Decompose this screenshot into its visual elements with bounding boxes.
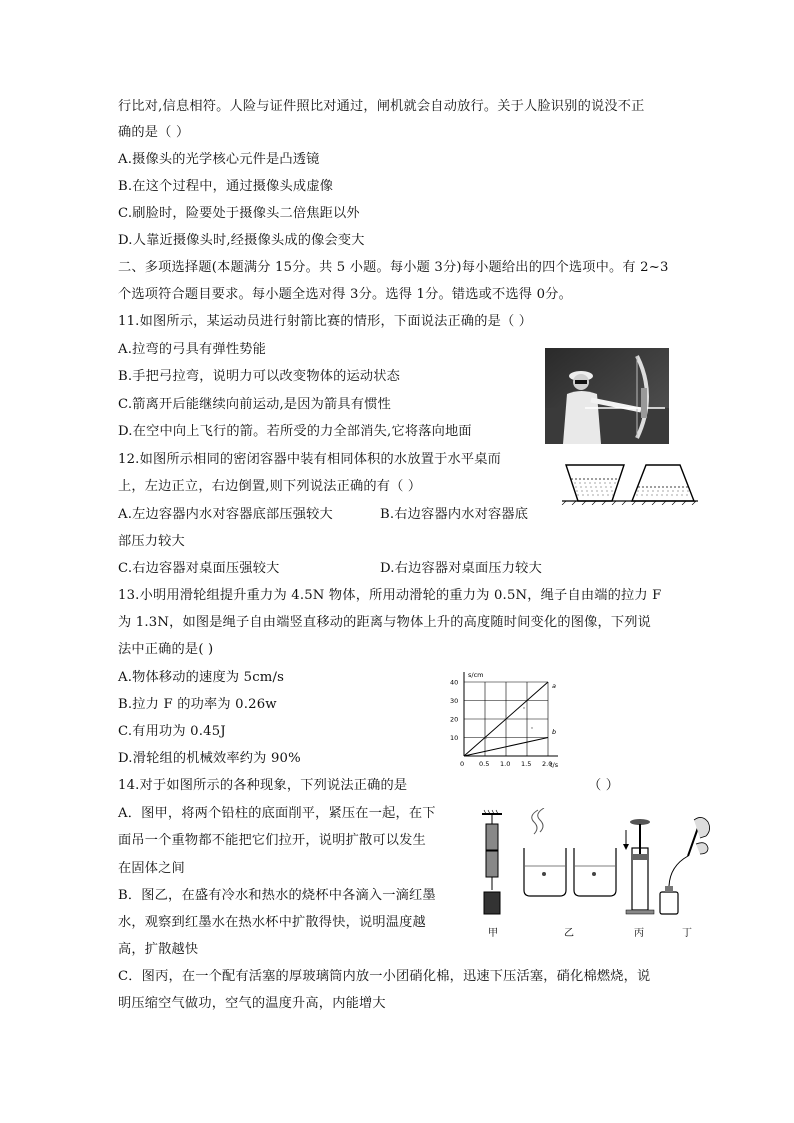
q12-stem2: 上，左边正立，右边倒置,则下列说法正确的有（ ） — [118, 479, 422, 494]
q13-option-c: C.有用功为 0.45J — [118, 724, 226, 739]
q11-option-d: D.在空中向上飞行的箭。若所受的力全部消失,它将落向地面 — [118, 424, 472, 439]
q12-option-c: C.右边容器对桌面压强较大 — [118, 561, 280, 576]
distance-time-graph — [446, 668, 566, 772]
q14-option-b-line1: B．图乙，在盛有冷水和热水的烧杯中各滴入一滴红墨 — [118, 888, 436, 903]
q14-option-a-line1: A．图甲，将两个铅柱的底面削平，紧压在一起，在下 — [118, 806, 436, 821]
q13-option-d: D.滑轮组的机械效率约为 90% — [118, 751, 301, 766]
q10-line2: 确的是（ ） — [118, 125, 190, 140]
q12-option-d: D.右边容器对桌面压力较大 — [380, 561, 542, 576]
q14-option-c-line1: C．图丙，在一个配有活塞的厚玻璃筒内放一小团硝化棉，迅速下压活塞，硝化棉燃烧，说 — [118, 969, 651, 984]
q10-option-b: B.在这个过程中，通过摄像头成虚像 — [118, 179, 334, 194]
q11-stem: 11.如图所示，某运动员进行射箭比赛的情形，下面说法正确的是（ ） — [118, 314, 533, 329]
q14-option-a-line3: 在固体之间 — [118, 861, 185, 876]
q12-option-b-part1: B.右边容器内水对容器底 — [380, 507, 529, 522]
x-tick-label: 1.0 — [500, 760, 511, 768]
q10-option-c: C.刷脸时，险要处于摄像头二倍焦距以外 — [118, 206, 360, 221]
q13-stem3: 法中正确的是( ) — [118, 642, 214, 657]
q14-option-b-line3: 高，扩散越快 — [118, 942, 199, 957]
four-phenomena-figure — [474, 808, 730, 942]
q13-option-b: B.拉力 F 的功率为 0.26w — [118, 697, 277, 712]
q10-line1: 行比对,信息相符。人险与证件照比对通过，闸机就会自动放行。关于人脸识别的说没不正 — [118, 99, 645, 114]
q10-option-d: D.人靠近摄像头时,经摄像头成的像会变大 — [118, 233, 365, 248]
q14-stem: 14.对于如图所示的各种现象，下列说法正确的是 — [118, 778, 408, 793]
archer-photo — [545, 348, 669, 444]
q14-option-c-line2: 明压缩空气做功，空气的温度升高，内能增大 — [118, 996, 386, 1011]
q12-option-a: A.左边容器内水对容器底部压强较大 — [118, 507, 333, 522]
q14-option-b-line2: 水，观察到红墨水在热水杯中扩散得快，说明温度越 — [118, 915, 426, 930]
bottle-pump-illustration — [660, 817, 710, 914]
label-ding: 丁 — [682, 928, 692, 939]
y-tick-label: 10 — [450, 734, 459, 742]
q14-option-a-line2: 面吊一个重物都不能把它们拉开，说明扩散可以发生 — [118, 833, 426, 848]
q13-stem1: 13.小明用滑轮组提升重力为 4.5N 物体，所用动滑轮的重力为 0.5N，绳子自由端的拉力 F — [118, 588, 662, 603]
section2-line1: 二、多项选择题(本题满分 15分。共 5 小题。每小题 3分)每小题给出的四个选项中。有 2~3 — [118, 260, 669, 275]
q13-option-a: A.物体移动的速度为 5cm/s — [118, 670, 285, 685]
y-tick-label: 20 — [450, 715, 459, 724]
q10-option-a: A.摄像头的光学核心元件是凸透镜 — [118, 152, 320, 167]
y-tick-label: 30 — [450, 697, 459, 705]
x-axis-label: t/s — [550, 761, 559, 769]
piston-cylinder-illustration — [623, 819, 654, 914]
x-tick-label: 1.5 — [521, 760, 532, 768]
label-yi: 乙 — [564, 928, 574, 939]
section2-line2: 个选项符合题目要求。每小题全选对得 3分。选得 1分。错选或不选得 0分。 — [118, 287, 572, 302]
x-tick-label: 0 — [460, 760, 465, 768]
lead-cylinders-illustration — [482, 810, 502, 914]
q11-option-c: C.箭离开后能继续向前运动,是因为箭具有惯性 — [118, 397, 391, 412]
q11-option-b: B.手把弓拉弯，说明力可以改变物体的运动状态 — [118, 369, 401, 384]
y-tick-label: 40 — [450, 678, 459, 687]
q11-option-a: A.拉弯的弓具有弹性势能 — [118, 342, 266, 357]
q12-stem1: 12.如图所示相同的密闭容器中装有相同体积的水放置于水平桌而 — [118, 452, 502, 467]
beakers-illustration — [524, 808, 616, 896]
line-b-label: b — [552, 728, 557, 736]
q13-stem2: 为 1.3N，如图是绳子自由端竖直移动的距离与物体上升的高度随时间变化的图像，下列说 — [118, 615, 652, 630]
x-tick-label: 2.0 — [542, 760, 553, 768]
q12-option-b-part2: 部压力较大 — [118, 534, 185, 549]
line-a-label: a — [552, 682, 556, 690]
label-bing: 丙 — [634, 928, 644, 939]
x-tick-label: 0.5 — [479, 760, 490, 768]
containers-figure — [560, 457, 700, 505]
label-jia: 甲 — [488, 928, 498, 939]
y-axis-label: s/cm — [468, 671, 484, 679]
q14-answer-paren: （ ） — [588, 778, 620, 793]
